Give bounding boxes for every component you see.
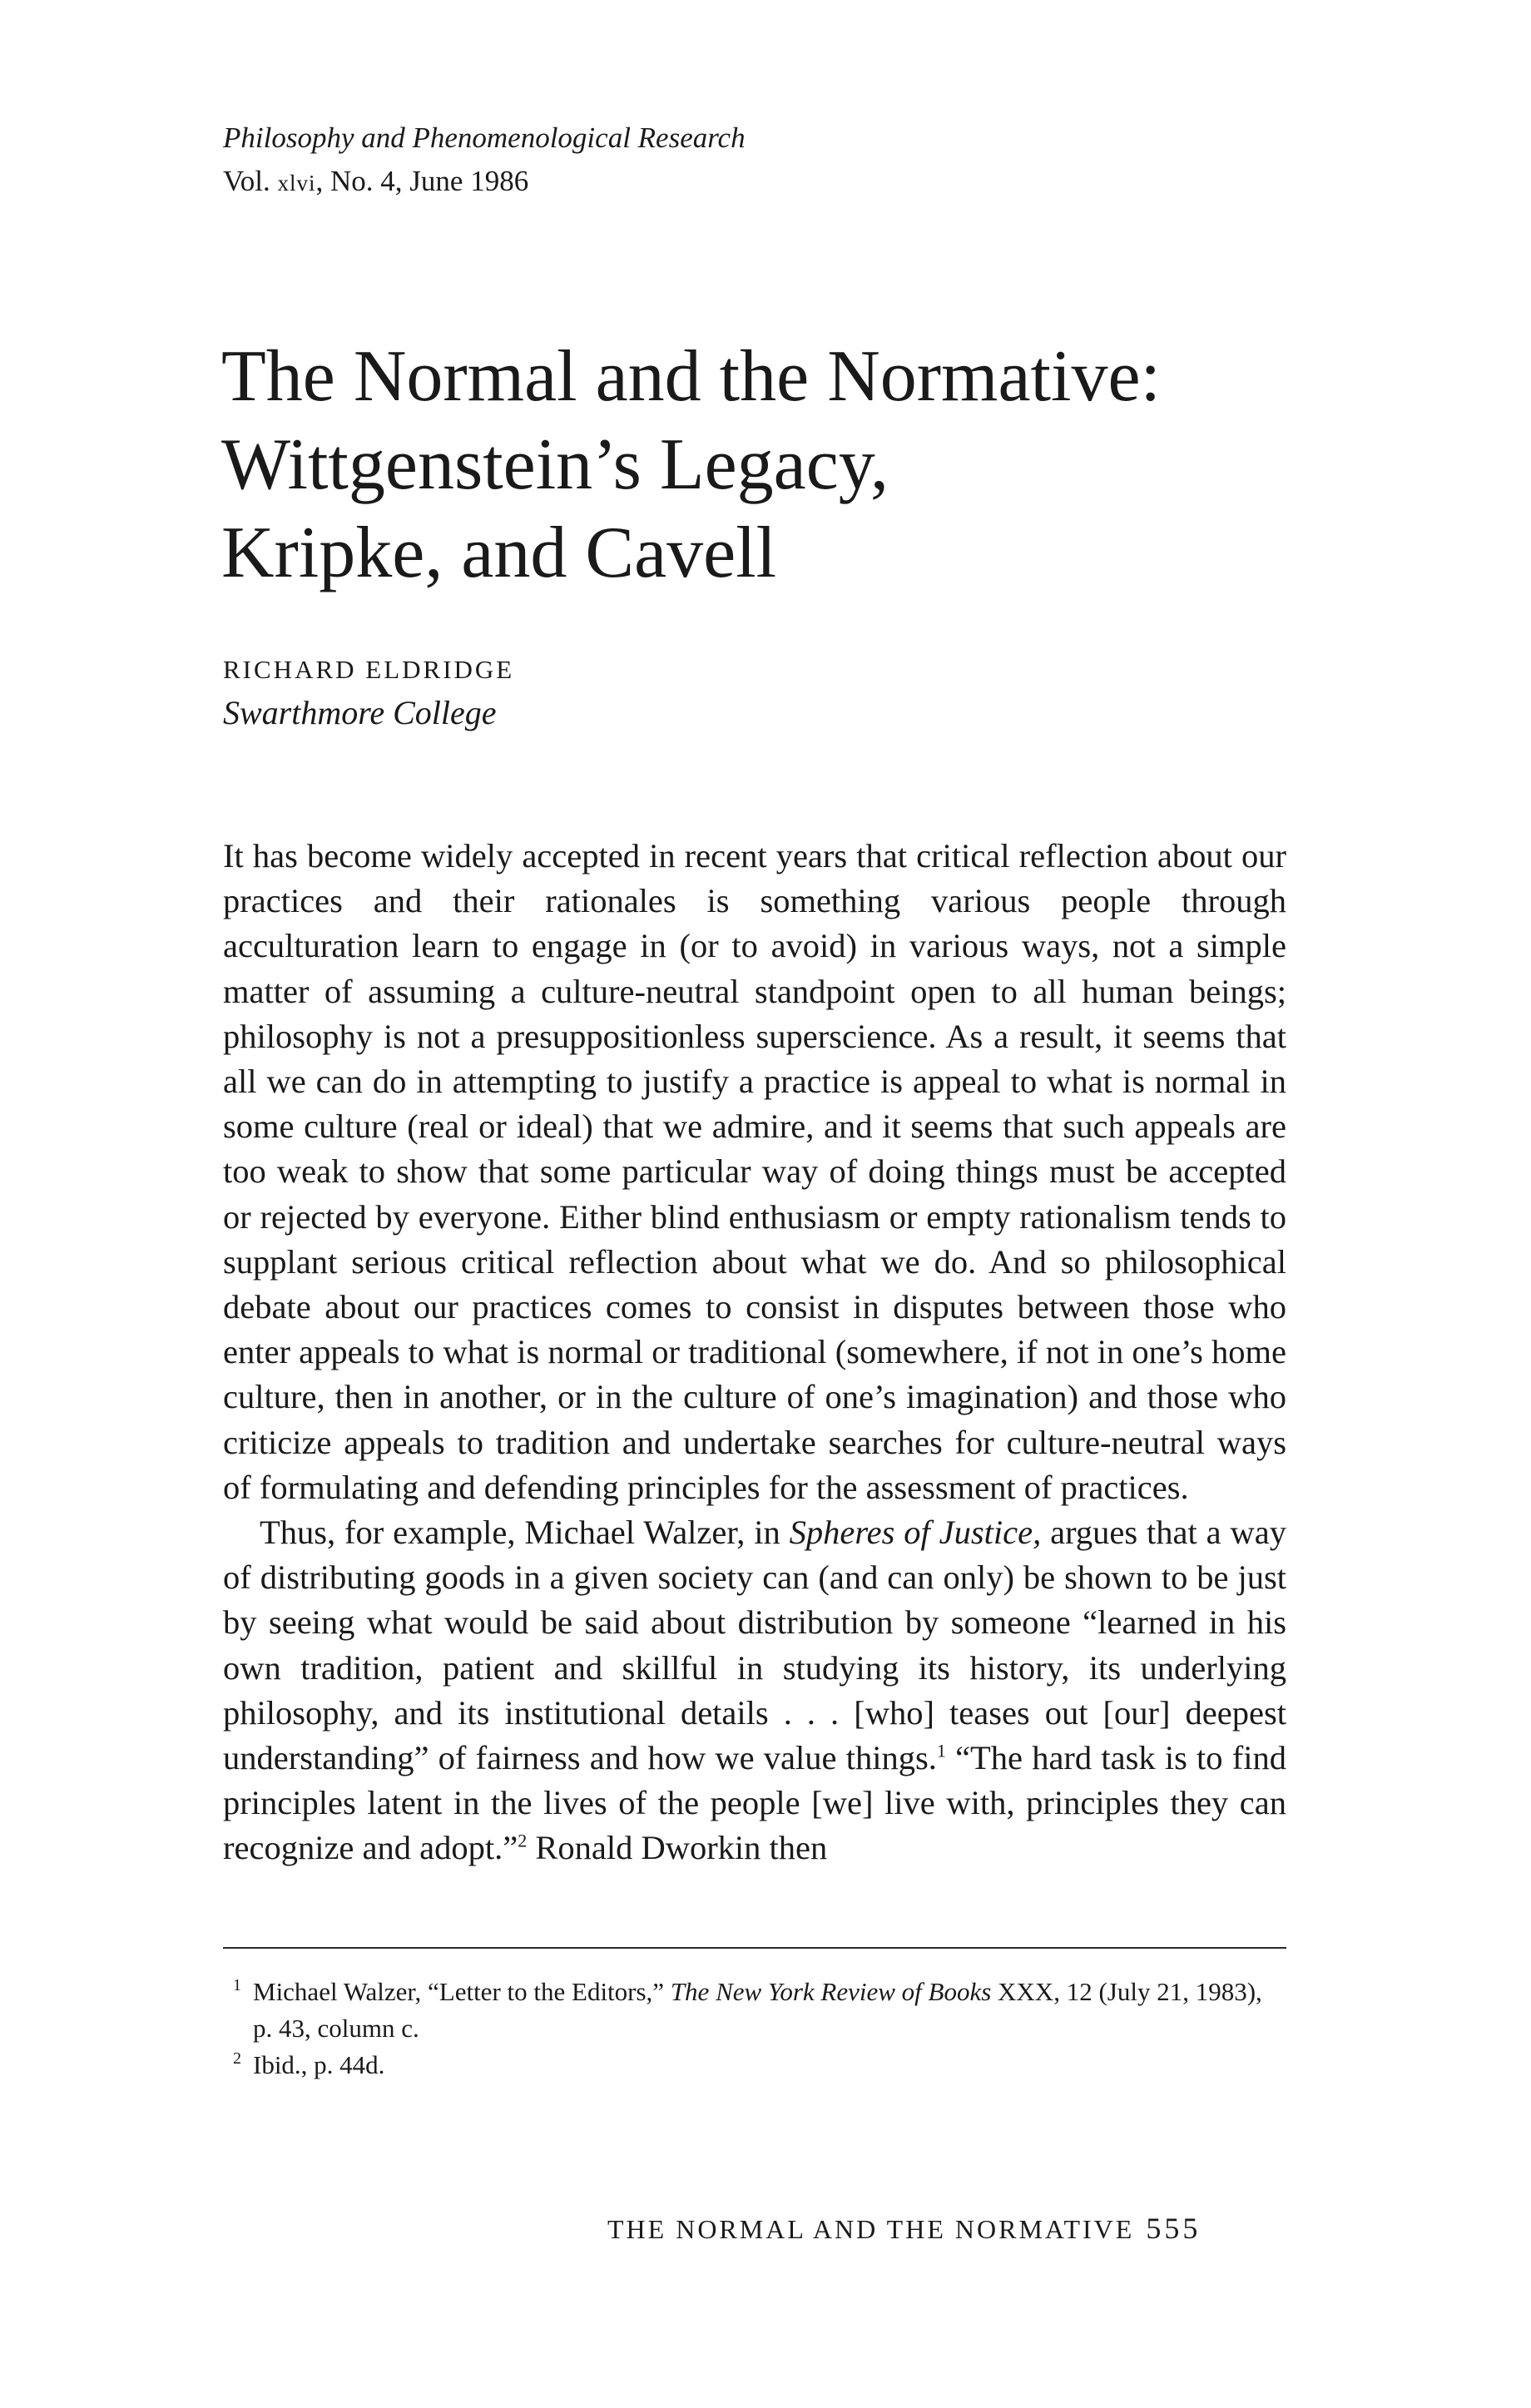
- running-footer: [607, 2210, 1201, 2247]
- p2-text-b: argues that a way of distributing goods in a given society can (and can only) be shown to be just by seeing what would be said about distribution by someone “learned in his own tradition, patient and skillful in studying its history, its underlying philosophy, and its institutional details . . . [who] teases out [our] deepest understanding” of fairness and how we value things.: [223, 1514, 1286, 1777]
- author-name: RICHARD ELDRIDGE: [223, 655, 515, 684]
- footnote-text: XXX, 12 (July 21, 1983), p. 43, column c.: [253, 1977, 1262, 2043]
- journal-header: [223, 116, 746, 205]
- volume-roman: xlvi: [277, 171, 316, 196]
- footnote-text: Michael Walzer, “Letter to the Editors,”: [253, 1977, 671, 2006]
- paragraph-1: It has become widely accepted in recent years that critical reflection about our practices and their rationales is something various people through acculturation learn to engage in (or to avoid) in various ways, not a simple matter of assuming a culture-neutral standpoint open to all human beings; philosophy is not a presuppositionless superscience. As a result, it seems that all we can do in attempting to justify a practice is appeal to what is normal in some culture (real or ideal) that we admire, and it seems that such appeals are too weak to show that some particular way of doing things must be accepted or rejected by everyone. Either blind enthusiasm or empty rationalism tends to supplant serious critical reflection about what we do. And so philosophical debate about our practices comes to consist in disputes between those who enter appeals to what is normal or traditional (somewhere, if not in one’s home culture, then in another, or in the culture of one’s imagination) and those who criticize appeals to tradition and undertake searches for culture-neutral ways of formulating and defending principles for the assessment of practices.: [223, 837, 1286, 1506]
- page-number: 555: [1146, 2212, 1202, 2245]
- running-title: THE NORMAL AND THE NORMATIVE: [607, 2214, 1135, 2244]
- title-line-2: Wittgenstein’s Legacy,: [221, 424, 889, 505]
- title-line-1: The Normal and the Normative:: [221, 336, 1161, 417]
- author-affiliation: Swarthmore College: [223, 694, 497, 731]
- footnote-ref-1[interactable]: 1: [936, 1740, 946, 1761]
- article-body: [223, 834, 1286, 1871]
- title-line-3: Kripke, and Cavell: [221, 513, 777, 593]
- footnote-1: [223, 1974, 1286, 2047]
- footnote-source: The New York Review of Books: [670, 1977, 992, 2006]
- footnote-number: 1: [233, 1976, 241, 1994]
- footnote-number: 2: [233, 2049, 241, 2068]
- paragraph-2: [223, 1510, 1286, 1871]
- issue-date: , No. 4, June 1986: [315, 165, 529, 197]
- p2-text-d: Ronald Dworkin then: [527, 1829, 828, 1867]
- volume-prefix: Vol.: [223, 165, 270, 197]
- journal-name: Philosophy and Phenomenological Research: [223, 121, 746, 154]
- book-title: Spheres of Justice,: [789, 1514, 1042, 1552]
- footnotes: [223, 1974, 1286, 2083]
- footnote-ref-2[interactable]: 2: [518, 1830, 528, 1851]
- footnote-divider: [223, 1947, 1286, 1949]
- p2-text-a: Thus, for example, Michael Walzer, in: [260, 1514, 790, 1552]
- journal-volume: [223, 160, 746, 205]
- article-title: [221, 333, 1161, 597]
- footnote-2: [223, 2047, 1286, 2083]
- footnote-text: Ibid., p. 44d.: [253, 2050, 385, 2079]
- p2-text-c: “The hard task is to find principles latent in the lives of the people [we] live with, principles they can recognize and adopt.”: [223, 1739, 1286, 1867]
